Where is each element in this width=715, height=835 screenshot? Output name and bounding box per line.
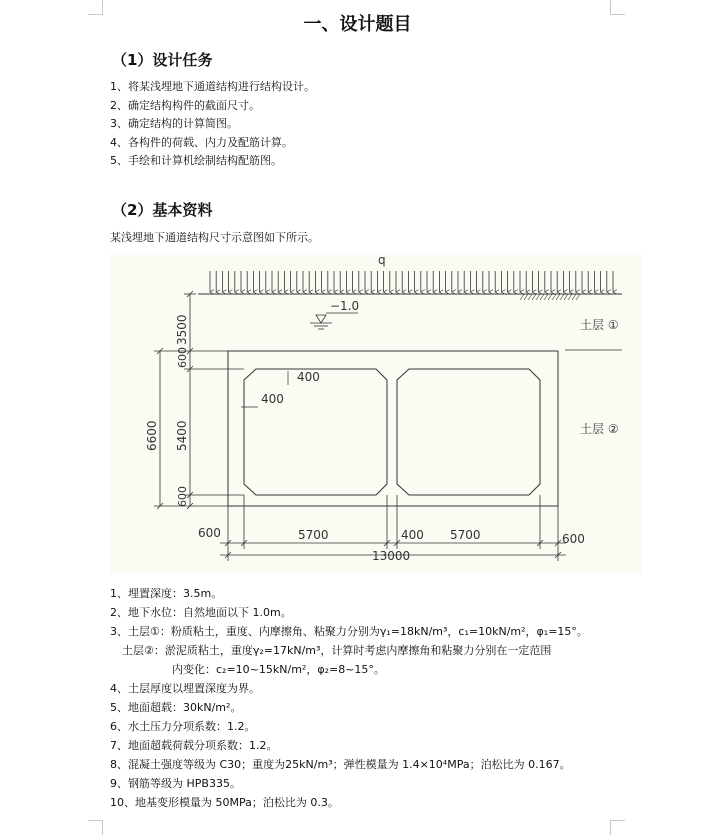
left-dimension-lines — [154, 291, 244, 509]
list-item: 7、地面超载荷载分项系数：1.2。 — [110, 739, 278, 752]
soil-layer-1-label: 土层 ① — [580, 318, 619, 332]
list-item: 2、地下水位：自然地面以下 1.0m。 — [110, 606, 292, 619]
list-item: 8、混凝土强度等级为 C30；重度为25kN/m³；弹性模量为 1.4×10⁴MPa；泊松比为 0.167。 — [110, 758, 571, 771]
list-item: 5、地面超载：30kN/m²。 — [110, 701, 242, 714]
left-cell-inner-wall — [244, 369, 387, 495]
dim-bottom-600-left: 600 — [198, 526, 221, 540]
haunch-dim-horizontal: 400 — [261, 392, 284, 406]
right-cell-inner-wall — [397, 369, 540, 495]
haunch-dim-vertical: 400 — [297, 370, 320, 384]
section-drawing — [110, 255, 642, 573]
tunnel-outer-wall — [228, 351, 558, 506]
dim-6600: 6600 — [145, 420, 159, 451]
list-item: 3、确定结构的计算简图。 — [110, 117, 238, 130]
tunnel-section-figure — [110, 255, 642, 573]
water-level-symbol — [310, 313, 358, 329]
list-item: 10、地基变形模量为 50MPa；泊松比为 0.3。 — [110, 796, 339, 809]
dim-total-13000: 13000 — [372, 549, 411, 563]
list-item: 5、手绘和计算机绘制结构配筋图。 — [110, 154, 282, 167]
page-corner-mark — [610, 820, 625, 835]
dim-600-bottom: 600 — [176, 486, 189, 507]
page-title: 一、设计题目 — [303, 14, 412, 35]
list-item: 4、各构件的荷载、内力及配筋计算。 — [110, 135, 293, 149]
list-item: 4、土层厚度以埋置深度为界。 — [110, 682, 260, 695]
task-list — [110, 78, 315, 171]
list-item: 1、埋置深度：3.5m。 — [110, 587, 223, 600]
dim-bottom-5700-left: 5700 — [298, 528, 329, 542]
figure-intro: 某浅埋地下通道结构尺寸示意图如下所示。 — [110, 231, 319, 244]
water-level-label: −1.0 — [330, 299, 360, 313]
dim-bottom-400: 400 — [401, 528, 424, 542]
list-item: 9、钢筋等级为 HPB335。 — [110, 777, 241, 790]
list-item: 土层②：淤泥质粘土，重度γ₂=17kN/m³，计算时考虑内摩擦角和粘聚力分别在一定范围 — [122, 644, 552, 657]
section-heading-task: （1）设计任务 — [112, 51, 213, 69]
list-item: 2、确定结构构件的截面尺寸。 — [110, 98, 260, 112]
basic-data-list — [110, 584, 588, 812]
dim-3500: 3500 — [175, 314, 189, 345]
list-item: 6、水土压力分项系数：1.2。 — [110, 720, 256, 733]
dim-bottom-5700-right: 5700 — [450, 528, 481, 542]
soil-layer-2-label: 土层 ② — [580, 422, 619, 436]
section-heading-data: （2）基本资料 — [112, 201, 213, 219]
dim-bottom-600-right: 600 — [562, 532, 585, 546]
uniform-load-arrows — [210, 271, 613, 292]
load-label: q — [378, 255, 386, 267]
dim-600-top: 600 — [176, 347, 189, 368]
list-item: 3、土层①：粉质粘土，重度、内摩擦角、粘聚力分别为γ₁=18kN/m³，c₁=10kN/m²，φ₁=15°。 — [110, 625, 588, 638]
list-item: 1、将某浅埋地下通道结构进行结构设计。 — [110, 80, 315, 93]
list-item: 内变化：c₂=10~15kN/m²，φ₂=8~15°。 — [172, 663, 385, 676]
page-corner-mark — [88, 820, 103, 835]
ground-hatch — [520, 294, 580, 300]
dim-5400: 5400 — [175, 420, 189, 451]
